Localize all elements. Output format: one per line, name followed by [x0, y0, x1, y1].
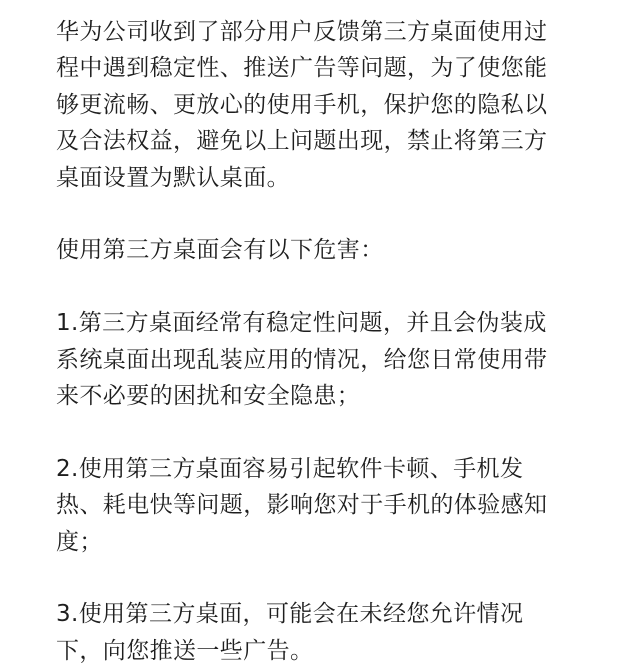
notice-intro: 华为公司收到了部分用户反馈第三方桌面使用过 程中遇到稳定性、推送广告等问题，为了使您能 够更流畅、更放心的使用手机，保护您的隐私以 及合法权益，避免以上问题出现，禁止将第三方 桌面设置为默认桌面。	[56, 19, 548, 191]
paragraph-spacer	[56, 196, 624, 232]
harm-item-2: 2.使用第三方桌面容易引起软件卡顿、手机发 热、耗电快等问题，影响您对于手机的体验感知 度；	[56, 455, 548, 555]
paragraph-spacer	[56, 560, 624, 596]
harms-heading: 使用第三方桌面会有以下危害：	[56, 237, 384, 264]
harm-item-3: 3.使用第三方桌面，可能会在未经您允许情况 下，向您推送一些广告。	[56, 601, 524, 664]
paragraph-spacer	[56, 414, 624, 450]
harm-item-1: 1.第三方桌面经常有稳定性问题，并且会伪装成 系统桌面出现乱装应用的情况，给您日常使用带 来不必要的困扰和安全隐患；	[56, 310, 548, 410]
notice-body	[56, 14, 624, 669]
paragraph-spacer	[56, 269, 624, 305]
